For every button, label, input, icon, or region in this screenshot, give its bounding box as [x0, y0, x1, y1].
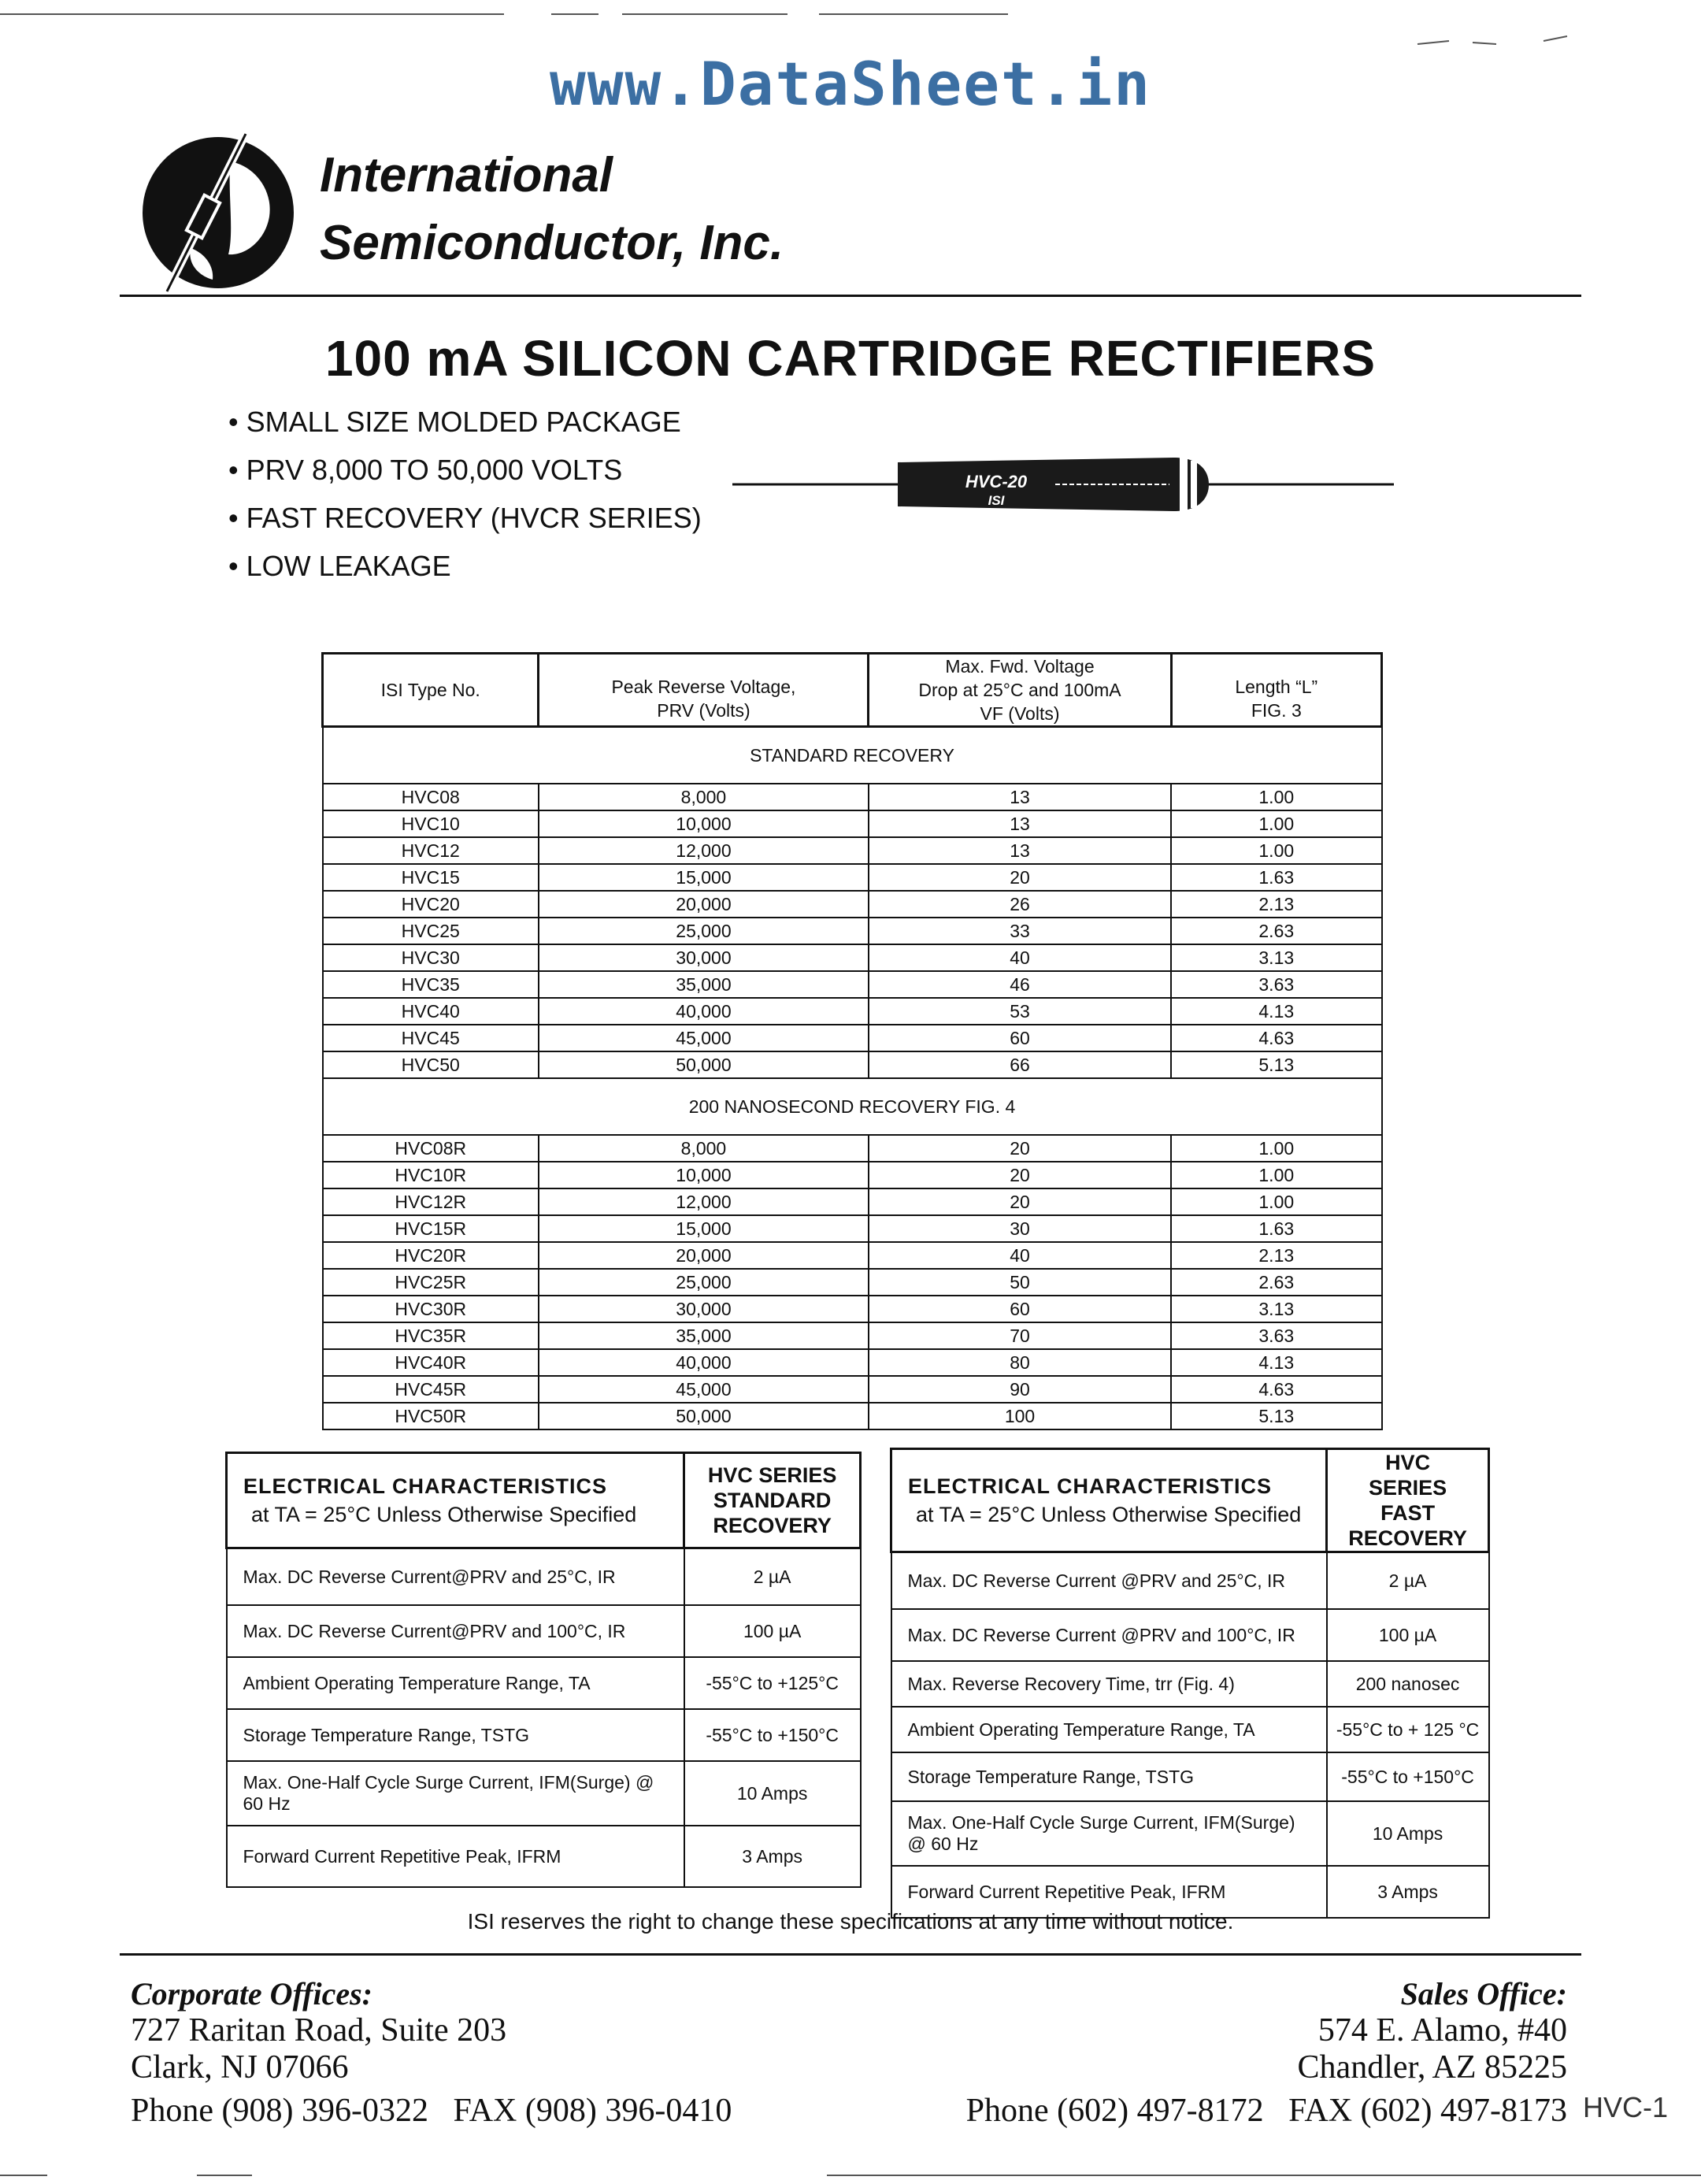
cell-len: 1.63 [1171, 864, 1381, 891]
ec-value: 100 µA [684, 1605, 861, 1657]
cell-type: HVC50R [323, 1403, 539, 1429]
company-name [320, 142, 784, 277]
cell-vf: 13 [869, 810, 1171, 837]
table-row [323, 1025, 1382, 1051]
company-name-line1: International [320, 148, 613, 202]
cell-vf: 53 [869, 998, 1171, 1025]
cell-prv: 12,000 [539, 1188, 869, 1215]
cell-len: 4.63 [1171, 1025, 1381, 1051]
ec-row [891, 1552, 1489, 1610]
cell-type: HVC08 [323, 784, 539, 810]
rectifier-illustration [732, 453, 1394, 516]
table-row [323, 1135, 1382, 1162]
ec-parameter: Max. DC Reverse Current@PRV and 100°C, IR [227, 1605, 684, 1657]
device-part-marking: HVC-20 [965, 472, 1028, 491]
cell-vf: 30 [869, 1215, 1171, 1242]
ec-standard-title: ELECTRICAL CHARACTERISTICS [243, 1474, 608, 1498]
cell-len: 1.00 [1171, 784, 1381, 810]
cell-prv: 10,000 [539, 810, 869, 837]
cell-len: 1.00 [1171, 1162, 1381, 1188]
corporate-phone: Phone (908) 396-0322 [131, 2093, 428, 2129]
cell-type: HVC12R [323, 1188, 539, 1215]
cell-prv: 20,000 [539, 1242, 869, 1269]
cell-type: HVC12 [323, 837, 539, 864]
table-row [323, 1296, 1382, 1322]
cell-vf: 40 [869, 944, 1171, 971]
ec-row [227, 1761, 861, 1826]
cell-prv: 45,000 [539, 1025, 869, 1051]
ec-value: 2 µA [1327, 1552, 1489, 1610]
cell-vf: 40 [869, 1242, 1171, 1269]
cell-type: HVC25 [323, 918, 539, 944]
ec-row [227, 1709, 861, 1761]
ec-parameter: Max. DC Reverse Current@PRV and 25°C, IR [227, 1548, 684, 1606]
table-row [323, 1051, 1382, 1078]
cell-len: 1.00 [1171, 810, 1381, 837]
cell-prv: 45,000 [539, 1376, 869, 1403]
cell-type: HVC35R [323, 1322, 539, 1349]
ec-value: -55°C to +125°C [684, 1657, 861, 1709]
ec-parameter: Max. One-Half Cycle Surge Current, IFM(Surge) @ 60 Hz [227, 1761, 684, 1826]
cell-type: HVC20R [323, 1242, 539, 1269]
cell-len: 5.13 [1171, 1051, 1381, 1078]
header-prv: Peak Reverse Voltage, PRV (Volts) [539, 654, 869, 727]
table-row [323, 1188, 1382, 1215]
sales-address-line1: 574 E. Alamo, #40 [1317, 2012, 1567, 2049]
cell-prv: 35,000 [539, 971, 869, 998]
cell-vf: 70 [869, 1322, 1171, 1349]
cell-vf: 60 [869, 1296, 1171, 1322]
ec-value: -55°C to + 125 °C [1327, 1707, 1489, 1752]
cell-vf: 100 [869, 1403, 1171, 1429]
cell-len: 2.63 [1171, 1269, 1381, 1296]
cell-type: HVC10R [323, 1162, 539, 1188]
sales-heading: Sales Office: [1400, 1976, 1567, 2012]
device-maker-marking: ISI [988, 493, 1005, 508]
table-row [323, 784, 1382, 810]
table-row [323, 891, 1382, 918]
cell-len: 4.13 [1171, 1349, 1381, 1376]
cell-len: 3.63 [1171, 971, 1381, 998]
table-row [323, 1349, 1382, 1376]
cell-type: HVC08R [323, 1135, 539, 1162]
cell-len: 4.63 [1171, 1376, 1381, 1403]
table-row [323, 1403, 1382, 1429]
ec-fast-col-head: HVC SERIES FAST RECOVERY [1327, 1449, 1489, 1552]
section-standard-recovery: STANDARD RECOVERY [323, 727, 1382, 784]
header-rule [120, 295, 1581, 297]
ec-parameter: Ambient Operating Temperature Range, TA [891, 1707, 1327, 1752]
ec-row [227, 1605, 861, 1657]
cell-prv: 15,000 [539, 1215, 869, 1242]
ec-row [891, 1661, 1489, 1707]
cell-type: HVC10 [323, 810, 539, 837]
ec-value: 10 Amps [684, 1761, 861, 1826]
ec-row [227, 1657, 861, 1709]
ec-value: -55°C to +150°C [684, 1709, 861, 1761]
cell-type: HVC30R [323, 1296, 539, 1322]
corporate-address-line2: Clark, NJ 07066 [131, 2049, 349, 2086]
feature-item: • SMALL SIZE MOLDED PACKAGE [228, 398, 702, 446]
corporate-offices [131, 1975, 732, 2130]
sales-phone: Phone (602) 497-8172 [965, 2093, 1264, 2129]
cell-prv: 40,000 [539, 998, 869, 1025]
footer-rule [120, 1953, 1581, 1956]
ec-row [891, 1801, 1489, 1866]
table-row [323, 1376, 1382, 1403]
specification-notice: ISI reserves the right to change these specifications at any time without notice. [467, 1909, 1234, 1934]
corporate-heading: Corporate Offices: [131, 1976, 372, 2012]
cell-len: 3.63 [1171, 1322, 1381, 1349]
company-name-line2: Semiconductor, Inc. [320, 216, 784, 270]
section-fast-recovery: 200 NANOSECOND RECOVERY FIG. 4 [323, 1078, 1382, 1135]
cell-type: HVC40R [323, 1349, 539, 1376]
ec-parameter: Forward Current Repetitive Peak, IFRM [227, 1826, 684, 1887]
ec-row [227, 1548, 861, 1606]
cell-len: 5.13 [1171, 1403, 1381, 1429]
cell-len: 1.00 [1171, 837, 1381, 864]
ec-value: 3 Amps [1327, 1866, 1489, 1918]
cell-len: 2.13 [1171, 1242, 1381, 1269]
watermark: www.DataSheet.in [549, 49, 1152, 119]
cell-prv: 40,000 [539, 1349, 869, 1376]
table-row [323, 1269, 1382, 1296]
cell-type: HVC25R [323, 1269, 539, 1296]
cell-vf: 13 [869, 784, 1171, 810]
sales-office [966, 1975, 1567, 2130]
ec-parameter: Storage Temperature Range, TSTG [227, 1709, 684, 1761]
header-type: ISI Type No. [323, 654, 539, 727]
ec-parameter: Ambient Operating Temperature Range, TA [227, 1657, 684, 1709]
ec-row [891, 1752, 1489, 1801]
cell-vf: 50 [869, 1269, 1171, 1296]
ec-fast-title: ELECTRICAL CHARACTERISTICS [908, 1474, 1273, 1498]
ec-standard-table [225, 1452, 862, 1888]
ec-fast-head [891, 1449, 1327, 1552]
cell-prv: 25,000 [539, 1269, 869, 1296]
cell-prv: 30,000 [539, 1296, 869, 1322]
cell-prv: 15,000 [539, 864, 869, 891]
header-length: Length “L” FIG. 3 [1171, 654, 1381, 727]
cell-type: HVC40 [323, 998, 539, 1025]
cell-vf: 20 [869, 1162, 1171, 1188]
sales-fax: FAX (602) 497-8173 [1288, 2093, 1567, 2129]
sales-address-line2: Chandler, AZ 85225 [1297, 2049, 1567, 2086]
table-row [323, 837, 1382, 864]
cell-type: HVC30 [323, 944, 539, 971]
cell-prv: 25,000 [539, 918, 869, 944]
cell-len: 3.13 [1171, 1296, 1381, 1322]
corporate-fax: FAX (908) 396-0410 [453, 2093, 732, 2129]
cell-prv: 30,000 [539, 944, 869, 971]
table-row [323, 971, 1382, 998]
corporate-address-line1: 727 Raritan Road, Suite 203 [131, 2012, 507, 2049]
cell-type: HVC15 [323, 864, 539, 891]
table-row [323, 1215, 1382, 1242]
cell-vf: 26 [869, 891, 1171, 918]
cell-vf: 60 [869, 1025, 1171, 1051]
cell-vf: 90 [869, 1376, 1171, 1403]
ec-parameter: Max. DC Reverse Current @PRV and 25°C, IR [891, 1552, 1327, 1610]
cell-vf: 20 [869, 864, 1171, 891]
cell-len: 3.13 [1171, 944, 1381, 971]
isi-globe-logo [135, 130, 301, 295]
cell-vf: 20 [869, 1188, 1171, 1215]
cell-prv: 50,000 [539, 1403, 869, 1429]
ec-standard-subtitle: at TA = 25°C Unless Otherwise Specified [251, 1503, 637, 1526]
cell-vf: 33 [869, 918, 1171, 944]
table-row [323, 998, 1382, 1025]
table-row [323, 1322, 1382, 1349]
cell-type: HVC50 [323, 1051, 539, 1078]
cell-type: HVC35 [323, 971, 539, 998]
ec-fast-table [890, 1448, 1490, 1919]
ec-parameter: Storage Temperature Range, TSTG [891, 1752, 1327, 1801]
cell-type: HVC15R [323, 1215, 539, 1242]
cell-prv: 50,000 [539, 1051, 869, 1078]
cell-vf: 20 [869, 1135, 1171, 1162]
feature-item: • FAST RECOVERY (HVCR SERIES) [228, 494, 702, 542]
cell-type: HVC45 [323, 1025, 539, 1051]
ratings-table [321, 652, 1383, 1430]
cell-prv: 10,000 [539, 1162, 869, 1188]
page-number: HVC-1 [1582, 2091, 1668, 2123]
cell-len: 2.13 [1171, 891, 1381, 918]
cell-len: 1.00 [1171, 1188, 1381, 1215]
cell-vf: 66 [869, 1051, 1171, 1078]
cell-len: 1.63 [1171, 1215, 1381, 1242]
ec-value: 2 µA [684, 1548, 861, 1606]
ec-standard-head [227, 1453, 684, 1548]
ec-row [891, 1609, 1489, 1661]
ec-value: 3 Amps [684, 1826, 861, 1887]
ec-parameter: Max. One-Half Cycle Surge Current, IFM(Surge) @ 60 Hz [891, 1801, 1327, 1866]
feature-item: • LOW LEAKAGE [228, 542, 702, 590]
ec-value: -55°C to +150°C [1327, 1752, 1489, 1801]
ec-parameter: Forward Current Repetitive Peak, IFRM [891, 1866, 1327, 1918]
cell-vf: 80 [869, 1349, 1171, 1376]
ec-value: 200 nanosec [1327, 1661, 1489, 1707]
feature-list [228, 398, 702, 590]
cell-prv: 20,000 [539, 891, 869, 918]
ec-parameter: Max. DC Reverse Current @PRV and 100°C, IR [891, 1609, 1327, 1661]
cell-vf: 46 [869, 971, 1171, 998]
ec-row [891, 1707, 1489, 1752]
cell-prv: 12,000 [539, 837, 869, 864]
table-row [323, 944, 1382, 971]
cell-len: 1.00 [1171, 1135, 1381, 1162]
feature-item: • PRV 8,000 TO 50,000 VOLTS [228, 446, 702, 494]
cell-prv: 35,000 [539, 1322, 869, 1349]
table-row [323, 918, 1382, 944]
table-row [323, 864, 1382, 891]
cell-type: HVC45R [323, 1376, 539, 1403]
cell-prv: 8,000 [539, 1135, 869, 1162]
cell-vf: 13 [869, 837, 1171, 864]
ec-fast-subtitle: at TA = 25°C Unless Otherwise Specified [916, 1503, 1302, 1526]
cell-len: 2.63 [1171, 918, 1381, 944]
cell-len: 4.13 [1171, 998, 1381, 1025]
table-row [323, 810, 1382, 837]
ec-row [227, 1826, 861, 1887]
page-title: 100 mA SILICON CARTRIDGE RECTIFIERS [324, 330, 1377, 387]
table-row [323, 1162, 1382, 1188]
header-vf: Max. Fwd. Voltage Drop at 25°C and 100mA VF (Volts) [869, 654, 1171, 727]
ec-parameter: Max. Reverse Recovery Time, trr (Fig. 4) [891, 1661, 1327, 1707]
cell-prv: 8,000 [539, 784, 869, 810]
ec-value: 100 µA [1327, 1609, 1489, 1661]
ec-standard-col-head: HVC SERIES STANDARD RECOVERY [684, 1453, 861, 1548]
cell-type: HVC20 [323, 891, 539, 918]
table-row [323, 1242, 1382, 1269]
ec-value: 10 Amps [1327, 1801, 1489, 1866]
